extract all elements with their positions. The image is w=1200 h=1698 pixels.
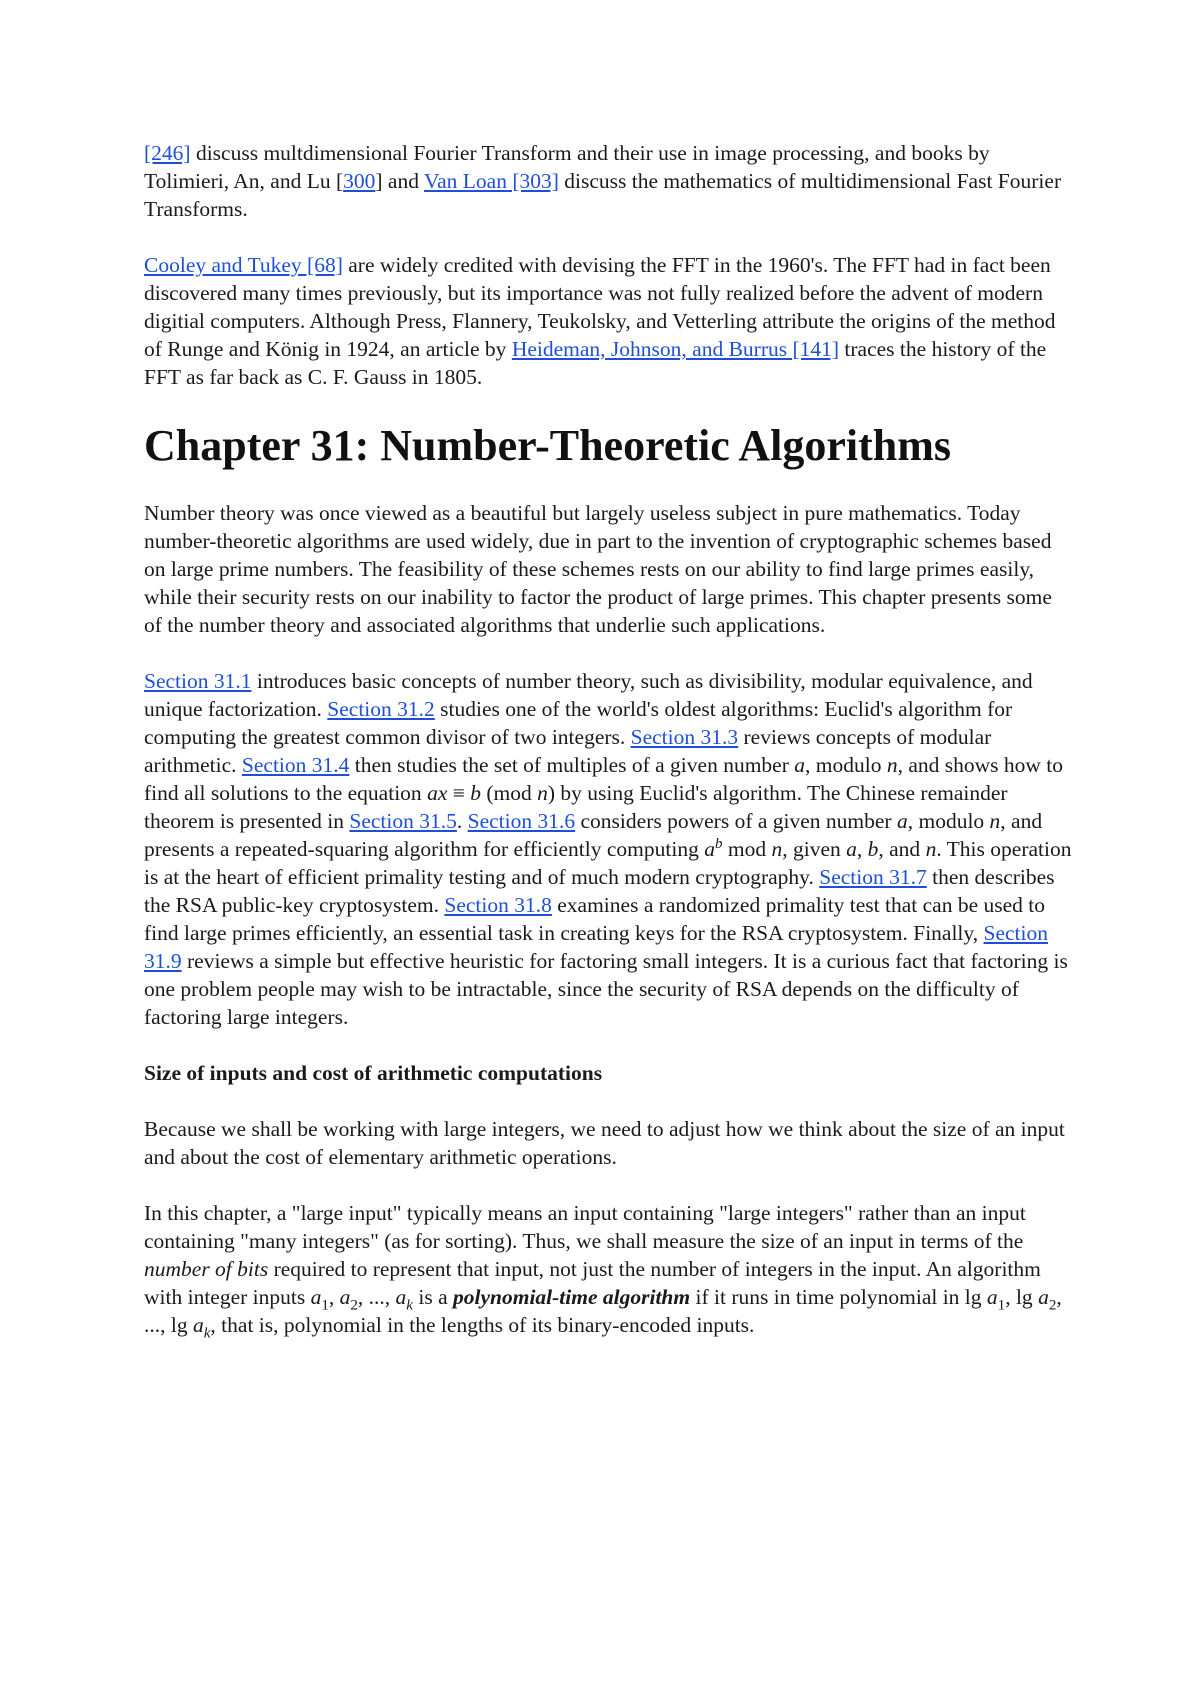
math-var: a: [846, 837, 857, 861]
text: are widely credited with devising the FFT in the 1960's. The FFT had in fact been discovered many times previously, but its importance was not fully realized before the advent of modern digitial computers. Although Press, Flannery, Teukolsky, and Vetterling attribute the origins of the method of Runge and König in 1924, an article by: [144, 253, 1056, 361]
text: , and: [878, 837, 926, 861]
section-link-31-7[interactable]: Section 31.7: [819, 865, 927, 889]
emphasis-term: number of bits: [144, 1257, 269, 1281]
inputs-paragraph-2: [144, 1199, 1074, 1342]
text: ,: [856, 837, 868, 861]
text: In this chapter, a "large input" typically means an input containing "large integers" rather than an input containing "many integers" (as for sorting). Thus, we shall measure the size of an input in terms of the: [144, 1201, 1026, 1253]
chapter-title: Chapter 31: Number-Theoretic Algorithms: [144, 421, 951, 470]
math-var: a: [896, 809, 908, 833]
math-var: n: [771, 837, 783, 861]
math-var: n: [537, 781, 548, 805]
math-var: b: [470, 781, 481, 805]
document-page: [144, 139, 1074, 1367]
text: considers powers of a given number: [575, 809, 897, 833]
math-subscript: k: [203, 1325, 211, 1342]
section-link-31-6[interactable]: Section 31.6: [467, 809, 576, 833]
text: , given: [782, 837, 847, 861]
section-link-31-3[interactable]: Section 31.3: [630, 725, 739, 749]
math-var: n: [989, 809, 1001, 833]
text: , modulo: [907, 809, 990, 833]
text: required to represent that input, not just the number of integers in the input. An algorithm with integer inputs: [144, 1257, 1041, 1309]
text: ] and: [375, 169, 424, 193]
ref-link-van-loan[interactable]: Van Loan [303]: [423, 169, 559, 193]
text: , modulo: [805, 753, 887, 777]
math-subscript: 1: [321, 1297, 329, 1314]
math-var: a: [310, 1285, 322, 1309]
text: studies one of the world's oldest algorithms: Euclid's algorithm for computing the greatest common divisor of two integers.: [144, 697, 1013, 749]
math-superscript: b: [714, 835, 723, 852]
text: discuss the mathematics of multidimensional Fast Fourier Transforms.: [144, 169, 1062, 221]
inputs-paragraph-1: Because we shall be working with large integers, we need to adjust how we think about the size of an input and about the cost of elementary arithmetic operations.: [144, 1117, 1065, 1169]
math-var: b: [867, 837, 879, 861]
subsection-heading: Size of inputs and cost of arithmetic computations: [144, 1061, 603, 1085]
section-link-31-5[interactable]: Section 31.5: [349, 809, 457, 833]
sections-overview-paragraph: [144, 667, 1074, 1031]
math-subscript: k: [406, 1297, 413, 1314]
math-var: a: [395, 1285, 407, 1309]
ref-link-heideman[interactable]: Heideman, Johnson, and Burrus [141]: [511, 337, 840, 361]
text: , and shows how to find all solutions to the equation: [144, 753, 1064, 805]
ref-link-246[interactable]: [246]: [144, 141, 191, 165]
math-var: a: [192, 1313, 204, 1337]
text: introduces basic concepts of number theory, such as divisibility, modular equivalence, and unique factorization.: [144, 669, 1033, 721]
text: , that is, polynomial in the lengths of its binary-encoded inputs.: [210, 1313, 755, 1337]
section-link-31-1[interactable]: Section 31.1: [144, 669, 252, 693]
math-var: a: [986, 1285, 998, 1309]
text: then studies the set of multiples of a given number: [349, 753, 795, 777]
text: ,: [328, 1285, 340, 1309]
text: ≡: [447, 781, 471, 805]
ref-link-cooley-tukey[interactable]: Cooley and Tukey [68]: [144, 253, 343, 277]
text: discuss multdimensional Fourier Transform and their use in image processing, and books by Tolimieri, An, and Lu [: [144, 141, 990, 193]
math-var: a: [1038, 1285, 1049, 1309]
defined-term: polynomial-time algorithm: [453, 1285, 691, 1309]
math-subscript: 2: [350, 1297, 358, 1314]
math-var: n: [886, 753, 898, 777]
math-var: n: [925, 837, 937, 861]
text: , ..., lg: [144, 1285, 1062, 1337]
text: mod: [722, 837, 772, 861]
text: if it runs in time polynomial in lg: [690, 1285, 987, 1309]
text: examines a randomized primality test that can be used to find large primes efficiently, an essential task in creating keys for the RSA cryptosystem. Finally,: [144, 893, 1046, 945]
math-var: ax: [427, 781, 448, 805]
text: reviews a simple but effective heuristic for factoring small integers. It is a curious fact that factoring is one problem people may wish to be intractable, since the security of RSA depends on the difficulty of factoring large integers.: [144, 949, 1068, 1029]
text: traces the history of the FFT as far back as C. F. Gauss in 1805.: [144, 337, 1047, 389]
text: , ...,: [357, 1285, 396, 1309]
math-subscript: 2: [1048, 1297, 1057, 1314]
text: .: [456, 809, 468, 833]
text: is a: [412, 1285, 453, 1309]
section-link-31-8[interactable]: Section 31.8: [444, 893, 552, 917]
intro-paragraph-2: [144, 251, 1074, 391]
chapter-intro-paragraph: Number theory was once viewed as a beautiful but largely useless subject in pure mathematics. Today number-theoretic algorithms are used widely, due in part to the invention of cryptographic schemes based on large prime numbers. The feasibility of these schemes rests on our ability to find large primes easily, while their security rests on our inability to factor the product of large primes. This chapter presents some of the number theory and associated algorithms that underlie such applications.: [144, 501, 1052, 637]
intro-paragraph-1: [144, 139, 1074, 223]
section-link-31-9[interactable]: Section 31.9: [144, 921, 1049, 973]
ref-link-300[interactable]: 300: [343, 169, 376, 193]
text: . This operation is at the heart of efficient primality testing and of much modern cryptography.: [144, 837, 1072, 889]
math-var: a: [704, 837, 715, 861]
section-link-31-2[interactable]: Section 31.2: [327, 697, 435, 721]
text: reviews concepts of modular arithmetic.: [144, 725, 992, 777]
text: (mod: [481, 781, 538, 805]
text: then describes the RSA public-key cryptosystem.: [144, 865, 1055, 917]
math-var: a: [339, 1285, 351, 1309]
math-subscript: 1: [997, 1297, 1006, 1314]
math-var: a: [794, 753, 806, 777]
text: ) by using Euclid's algorithm. The Chinese remainder theorem is presented in: [144, 781, 1008, 833]
text: , and presents a repeated-squaring algorithm for efficiently computing: [144, 809, 1043, 861]
text: , lg: [1005, 1285, 1039, 1309]
section-link-31-4[interactable]: Section 31.4: [241, 753, 350, 777]
